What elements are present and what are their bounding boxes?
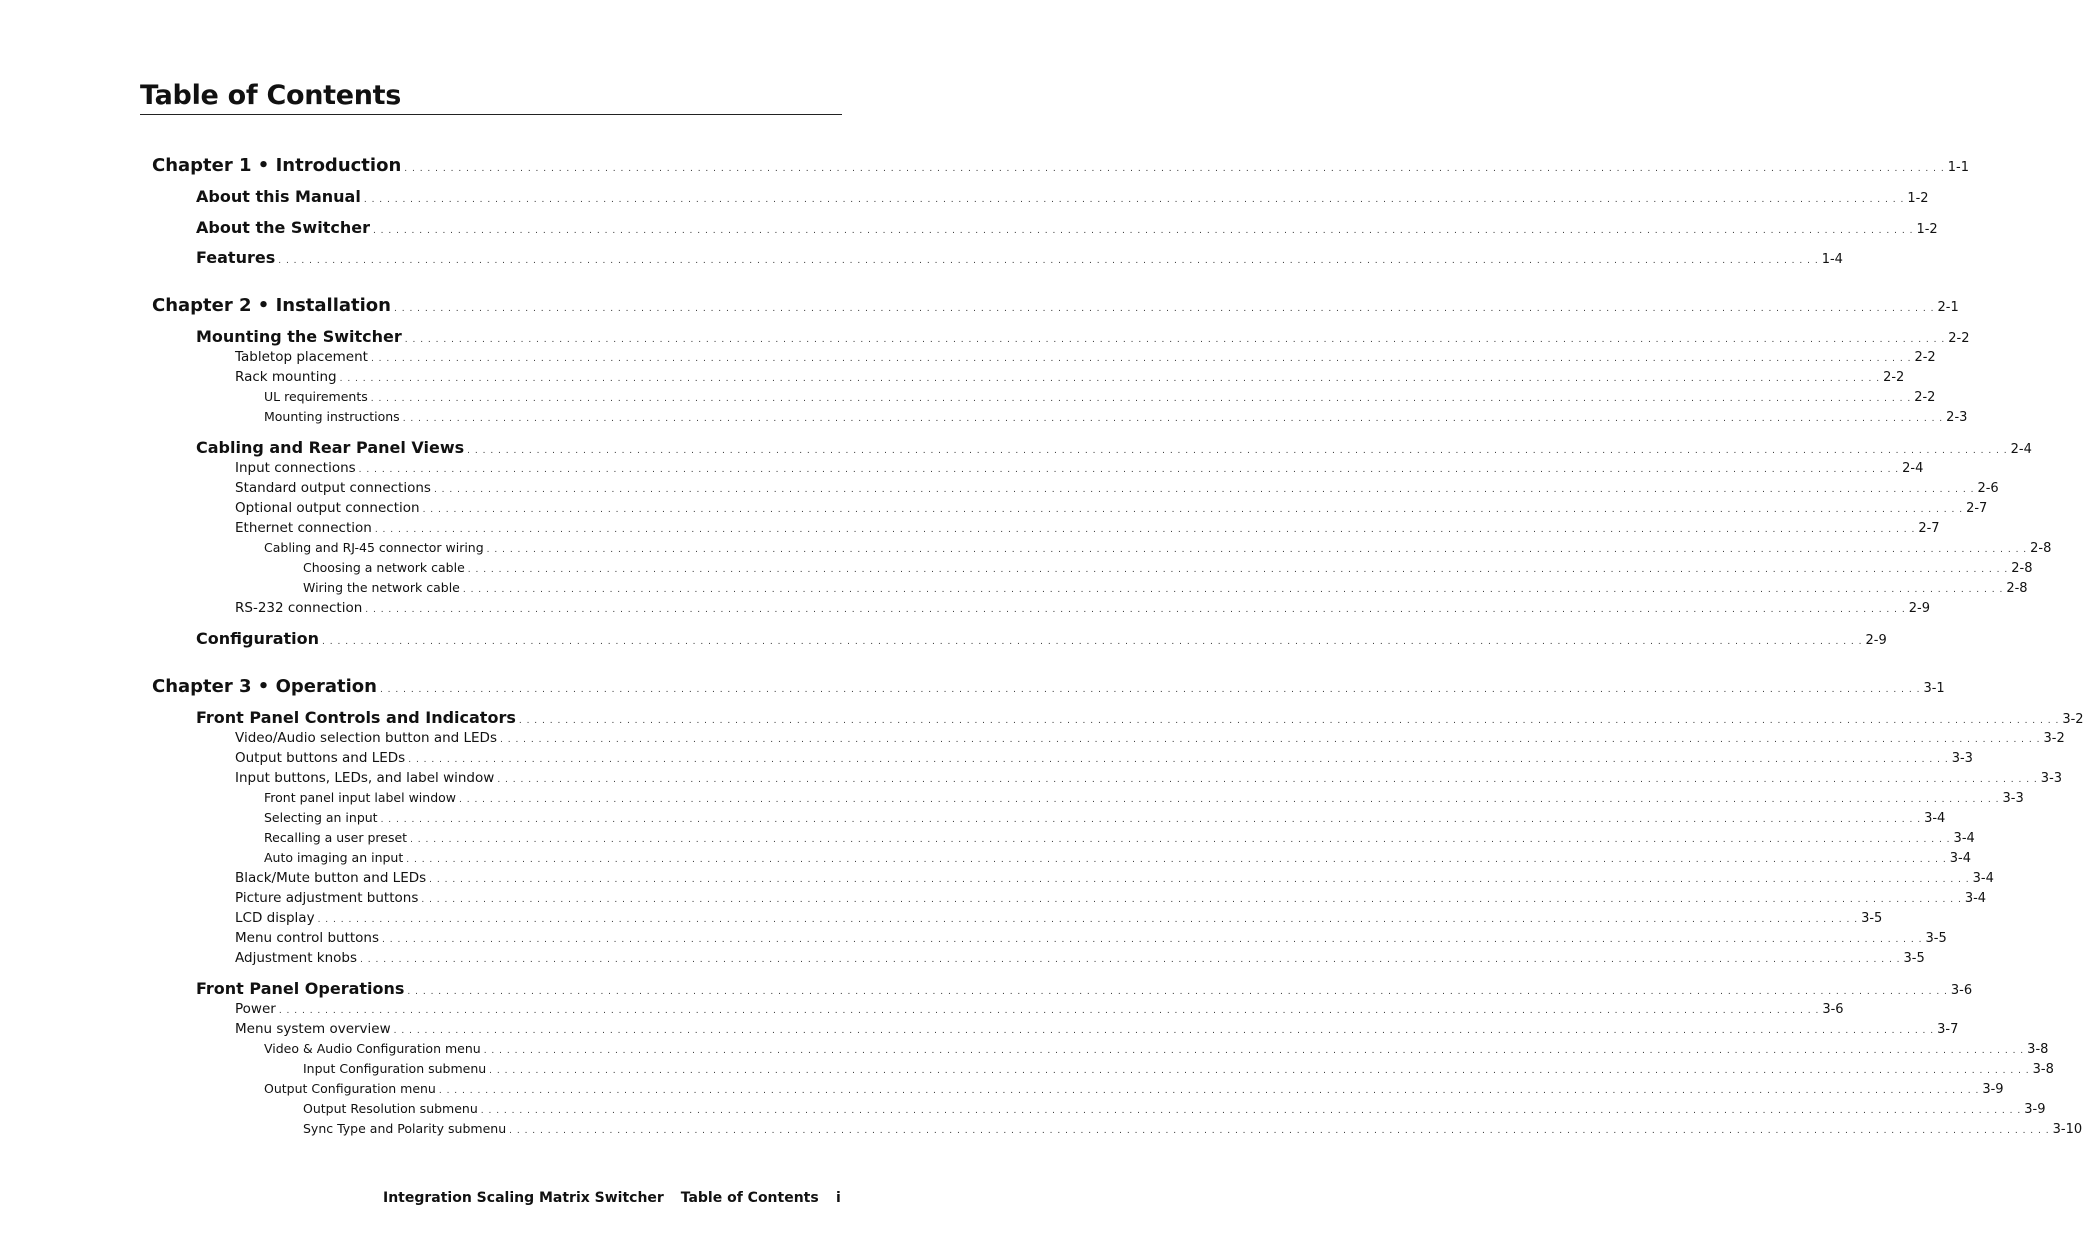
toc-entry-page: 2-3: [1946, 410, 1968, 425]
toc-entry-page: 3-5: [1861, 911, 1883, 926]
toc-entry-title: Output Configuration menu: [264, 1081, 436, 1096]
toc-leader-dots: . . . . . . . . . . . . . . . . . . . . . . . . . . . . . . . . . . . . . . . . . . . . . . . . . . . . . . . . . . . . . . . . . . . . . . . . . . . . . . . . . . . . . . . . . . . . . . . . . . . . . . . . . . . . . . . . . . . . . . . . . . . . . . . . . . . . . . . . . . . . . . . . . . . . . . . . . . . . . . . . . . . . . . . . . . . . . . . . . . . . . . . . . . . . . . . . . . . . . . . .: [489, 1066, 2030, 1076]
toc-entry-title: Cabling and Rear Panel Views: [196, 438, 465, 457]
toc-entry-title: Auto imaging an input: [264, 850, 404, 865]
toc-entry-title: Front Panel Controls and Indicators: [196, 708, 516, 727]
toc-entry-title: Front Panel Operations: [196, 979, 405, 998]
toc-entry[interactable]: [264, 1041, 2049, 1057]
toc-entry[interactable]: [196, 979, 1973, 998]
footer-page-number: i: [836, 1190, 841, 1206]
toc-leader-dots: . . . . . . . . . . . . . . . . . . . . . . . . . . . . . . . . . . . . . . . . . . . . . . . . . . . . . . . . . . . . . . . . . . . . . . . . . . . . . . . . . . . . . . . . . . . . . . . . . . . . . . . . . . . . . . . . . . . . . . . . . . . . . . . . . . . . . . . . . . . . . . . . . . . . . . . . . . . . . . . . . . . . . . . . . . . . . . . . . . . . . . . . . . . . . . . . . . . . . . . .: [278, 1006, 1820, 1016]
toc-entry-page: 3-5: [1925, 931, 1947, 946]
toc-entry[interactable]: [235, 930, 1947, 946]
toc-leader-dots: . . . . . . . . . . . . . . . . . . . . . . . . . . . . . . . . . . . . . . . . . . . . . . . . . . . . . . . . . . . . . . . . . . . . . . . . . . . . . . . . . . . . . . . . . . . . . . . . . . . . . . . . . . . . . . . . . . . . . . . . . . . . . . . . . . . . . . . . . . . . . . . . . . . . . . . . . . . . . . . . . . . . . . . . . . . . . . . . . . . . . . . . . . . . . . . . . . . . . . . .: [483, 1046, 2025, 1056]
toc-entry[interactable]: [235, 480, 1999, 496]
toc-entry[interactable]: [235, 1001, 1844, 1017]
footer-section: Table of Contents: [680, 1190, 819, 1206]
toc-leader-dots: . . . . . . . . . . . . . . . . . . . . . . . . . . . . . . . . . . . . . . . . . . . . . . . . . . . . . . . . . . . . . . . . . . . . . . . . . . . . . . . . . . . . . . . . . . . . . . . . . . . . . . . . . . . . . . . . . . . . . . . . . . . . . . . . . . . . . . . . . . . . . . . . . . . . . . . . . . . . . . . . . . . . . . . . . . . . . . . . . . . . . . . . . . . . . . . . . . . . . . . .: [374, 525, 1916, 535]
toc-entry-title: Menu control buttons: [235, 930, 380, 946]
toc-entry-title: Selecting an input: [264, 810, 378, 825]
toc-entry-title: Choosing a network cable: [303, 560, 465, 575]
toc-leader-dots: . . . . . . . . . . . . . . . . . . . . . . . . . . . . . . . . . . . . . . . . . . . . . . . . . . . . . . . . . . . . . . . . . . . . . . . . . . . . . . . . . . . . . . . . . . . . . . . . . . . . . . . . . . . . . . . . . . . . . . . . . . . . . . . . . . . . . . . . . . . . . . . . . . . . . . . . . . . . . . . . . . . . . . . . . . . . . . . . . . . . . . . . . . . . . . . . . . . . . . . .: [380, 815, 1922, 825]
toc-entry-title: Chapter 1 • Introduction: [152, 155, 402, 176]
toc-entry-page: 2-9: [1908, 601, 1930, 616]
toc-leader-dots: . . . . . . . . . . . . . . . . . . . . . . . . . . . . . . . . . . . . . . . . . . . . . . . . . . . . . . . . . . . . . . . . . . . . . . . . . . . . . . . . . . . . . . . . . . . . . . . . . . . . . . . . . . . . . . . . . . . . . . . . . . . . . . . . . . . . . . . . . . . . . . . . . . . . . . . . . . . . . . . . . . . . . . . . . . . . . . . . . . . . . . . . . . . . . . . . . . . . . . . .: [408, 755, 1949, 765]
toc-leader-dots: . . . . . . . . . . . . . . . . . . . . . . . . . . . . . . . . . . . . . . . . . . . . . . . . . . . . . . . . . . . . . . . . . . . . . . . . . . . . . . . . . . . . . . . . . . . . . . . . . . . . . . . . . . . . . . . . . . . . . . . . . . . . . . . . . . . . . . . . . . . . . . . . . . . . . . . . . . . . . . . . . . . . . . . . . . . . . . . . . . . . . . . . . . . . . . . . . . . . . . . .: [486, 545, 2028, 555]
toc-leader-dots: . . . . . . . . . . . . . . . . . . . . . . . . . . . . . . . . . . . . . . . . . . . . . . . . . . . . . . . . . . . . . . . . . . . . . . . . . . . . . . . . . . . . . . . . . . . . . . . . . . . . . . . . . . . . . . . . . . . . . . . . . . . . . . . . . . . . . . . . . . . . . . . . . . . . . . . . . . . . . . . . . . . . . . . . . . . . . . . . . . . . . . . . . . . . . . . . . . . . . . . .: [433, 485, 1975, 495]
toc-leader-dots: . . . . . . . . . . . . . . . . . . . . . . . . . . . . . . . . . . . . . . . . . . . . . . . . . . . . . . . . . . . . . . . . . . . . . . . . . . . . . . . . . . . . . . . . . . . . . . . . . . . . . . . . . . . . . . . . . . . . . . . . . . . . . . . . . . . . . . . . . . . . . . . . . . . . . . . . . . . . . . . . . . . . . . . . . . . . . . . . . . . . . . . . . . . . . . . . . . . . . . . .: [407, 987, 1948, 997]
toc-entry-title: Input buttons, LEDs, and label window: [235, 770, 495, 786]
toc-entry-page: 3-6: [1950, 983, 1973, 998]
toc-leader-dots: . . . . . . . . . . . . . . . . . . . . . . . . . . . . . . . . . . . . . . . . . . . . . . . . . . . . . . . . . . . . . . . . . . . . . . . . . . . . . . . . . . . . . . . . . . . . . . . . . . . . . . . . . . . . . . . . . . . . . . . . . . . . . . . . . . . . . . . . . . . . . . . . . . . . . . . . . . . . . . . . . . . . . . . . . . . . . . . . . . . . . . . . . . . . . . . . . . . . . . . .: [422, 505, 1964, 515]
toc-leader-dots: . . . . . . . . . . . . . . . . . . . . . . . . . . . . . . . . . . . . . . . . . . . . . . . . . . . . . . . . . . . . . . . . . . . . . . . . . . . . . . . . . . . . . . . . . . . . . . . . . . . . . . . . . . . . . . . . . . . . . . . . . . . . . . . . . . . . . . . . . . . . . . . . . . . . . . . . . . . . . . . . . . . . . . . . . . . . . . . . . . . . . . . . . . . . . . . . . . . . . . . .: [438, 1086, 1980, 1096]
toc-entry-page: 3-4: [1964, 891, 1987, 906]
toc-leader-dots: . . . . . . . . . . . . . . . . . . . . . . . . . . . . . . . . . . . . . . . . . . . . . . . . . . . . . . . . . . . . . . . . . . . . . . . . . . . . . . . . . . . . . . . . . . . . . . . . . . . . . . . . . . . . . . . . . . . . . . . . . . . . . . . . . . . . . . . . . . . . . . . . . . . . . . . . . . . . . . . . . . . . . . . . . . . . . . . . . . . . . . . . . . . . . . . . . . . . . . . .: [509, 1126, 2050, 1136]
toc-entry-title: Features: [196, 248, 276, 267]
toc-leader-dots: . . . . . . . . . . . . . . . . . . . . . . . . . . . . . . . . . . . . . . . . . . . . . . . . . . . . . . . . . . . . . . . . . . . . . . . . . . . . . . . . . . . . . . . . . . . . . . . . . . . . . . . . . . . . . . . . . . . . . . . . . . . . . . . . . . . . . . . . . . . . . . . . . . . . . . . . . . . . . . . . . . . . . . . . . . . . . . . . . . . . . . . . . . . . . . . . . . . . . . . .: [322, 637, 1863, 647]
toc-entry[interactable]: [235, 369, 1905, 385]
toc-entry[interactable]: [303, 580, 2028, 596]
toc-entry[interactable]: [235, 460, 1924, 476]
toc-entry[interactable]: [152, 295, 1959, 316]
toc-entry-title: Configuration: [196, 629, 320, 648]
toc-leader-dots: . . . . . . . . . . . . . . . . . . . . . . . . . . . . . . . . . . . . . . . . . . . . . . . . . . . . . . . . . . . . . . . . . . . . . . . . . . . . . . . . . . . . . . . . . . . . . . . . . . . . . . . . . . . . . . . . . . . . . . . . . . . . . . . . . . . . . . . . . . . . . . . . . . . . . . . . . . . . . . . . . . . . . . . . . . . . . . . . . . . . . . . . . . . . . . . . . . . . . . . .: [406, 855, 1947, 865]
toc-entry-title: Mounting instructions: [264, 409, 400, 424]
toc-leader-dots: . . . . . . . . . . . . . . . . . . . . . . . . . . . . . . . . . . . . . . . . . . . . . . . . . . . . . . . . . . . . . . . . . . . . . . . . . . . . . . . . . . . . . . . . . . . . . . . . . . . . . . . . . . . . . . . . . . . . . . . . . . . . . . . . . . . . . . . . . . . . . . . . . . . . . . . . . . . . . . . . . . . . . . . . . . . . . . . . . . . . . . . . . . . . . . . . . . . . . . . .: [421, 895, 1962, 905]
toc-entry[interactable]: [152, 676, 1945, 697]
toc-entry[interactable]: [303, 1061, 2054, 1077]
toc-entry-page: 2-4: [2010, 442, 2032, 457]
toc-entry[interactable]: [235, 870, 1994, 886]
toc-entry-title: About the Switcher: [196, 218, 370, 237]
toc-entry[interactable]: [264, 409, 1968, 425]
toc-leader-dots: . . . . . . . . . . . . . . . . . . . . . . . . . . . . . . . . . . . . . . . . . . . . . . . . . . . . . . . . . . . . . . . . . . . . . . . . . . . . . . . . . . . . . . . . . . . . . . . . . . . . . . . . . . . . . . . . . . . . . . . . . . . . . . . . . . . . . . . . . . . . . . . . . . . . . . . . . . . . . . . . . . . . . . . . . . . . . . . . . . . . . . . . . . . . . . . . . . . . . . . .: [394, 304, 1935, 314]
toc-entry-title: LCD display: [235, 910, 315, 926]
toc-leader-dots: . . . . . . . . . . . . . . . . . . . . . . . . . . . . . . . . . . . . . . . . . . . . . . . . . . . . . . . . . . . . . . . . . . . . . . . . . . . . . . . . . . . . . . . . . . . . . . . . . . . . . . . . . . . . . . . . . . . . . . . . . . . . . . . . . . . . . . . . . . . . . . . . . . . . . . . . . . . . . . . . . . . . . . . . . . . . . . . . . . . . . . . . . . . . . . . . . . . . . . . .: [410, 835, 1951, 845]
toc-entry-title: Menu system overview: [235, 1021, 391, 1037]
toc-entry-page: 1-1: [1947, 160, 1969, 175]
toc-entry-title: Black/Mute button and LEDs: [235, 870, 427, 886]
toc-leader-dots: . . . . . . . . . . . . . . . . . . . . . . . . . . . . . . . . . . . . . . . . . . . . . . . . . . . . . . . . . . . . . . . . . . . . . . . . . . . . . . . . . . . . . . . . . . . . . . . . . . . . . . . . . . . . . . . . . . . . . . . . . . . . . . . . . . . . . . . . . . . . . . . . . . . . . . . . . . . . . . . . . . . . . . . . . . . . . . . . . . . . . . . . . . . . . . . . . . . . . . . .: [467, 446, 2008, 456]
toc-entry[interactable]: [235, 770, 2063, 786]
toc-entry-title: Ethernet connection: [235, 520, 372, 536]
toc-leader-dots: . . . . . . . . . . . . . . . . . . . . . . . . . . . . . . . . . . . . . . . . . . . . . . . . . . . . . . . . . . . . . . . . . . . . . . . . . . . . . . . . . . . . . . . . . . . . . . . . . . . . . . . . . . . . . . . . . . . . . . . . . . . . . . . . . . . . . . . . . . . . . . . . . . . . . . . . . . . . . . . . . . . . . . . . . . . . . . . . . . . . . . . . . . . . . . . . . . . . . . . .: [429, 875, 1970, 885]
toc-leader-dots: . . . . . . . . . . . . . . . . . . . . . . . . . . . . . . . . . . . . . . . . . . . . . . . . . . . . . . . . . . . . . . . . . . . . . . . . . . . . . . . . . . . . . . . . . . . . . . . . . . . . . . . . . . . . . . . . . . . . . . . . . . . . . . . . . . . . . . . . . . . . . . . . . . . . . . . . . . . . . . . . . . . . . . . . . . . . . . . . . . . . . . . . . . . . . . . . . . . . . . . .: [365, 605, 1906, 615]
toc-entry-title: Mounting the Switcher: [196, 327, 402, 346]
toc-entry-title: Adjustment knobs: [235, 950, 358, 966]
toc-leader-dots: . . . . . . . . . . . . . . . . . . . . . . . . . . . . . . . . . . . . . . . . . . . . . . . . . . . . . . . . . . . . . . . . . . . . . . . . . . . . . . . . . . . . . . . . . . . . . . . . . . . . . . . . . . . . . . . . . . . . . . . . . . . . . . . . . . . . . . . . . . . . . . . . . . . . . . . . . . . . . . . . . . . . . . . . . . . . . . . . . . . . . . . . . . . . . . . . . . . . . . . .: [518, 716, 2060, 726]
toc-entry[interactable]: [196, 629, 1887, 648]
toc-entry-page: 2-4: [1902, 461, 1924, 476]
toc-entry[interactable]: [303, 560, 2033, 576]
toc-entry-page: 3-3: [2040, 771, 2063, 786]
toc-leader-dots: . . . . . . . . . . . . . . . . . . . . . . . . . . . . . . . . . . . . . . . . . . . . . . . . . . . . . . . . . . . . . . . . . . . . . . . . . . . . . . . . . . . . . . . . . . . . . . . . . . . . . . . . . . . . . . . . . . . . . . . . . . . . . . . . . . . . . . . . . . . . . . . . . . . . . . . . . . . . . . . . . . . . . . . . . . . . . . . . . . . . . . . . . . . . . . . . . . . . . . . .: [358, 465, 1900, 475]
toc-entry-page: 3-4: [1953, 831, 1975, 846]
toc-entry-page: 3-4: [1924, 811, 1946, 826]
toc-entry[interactable]: [235, 910, 1883, 926]
toc-entry-page: 2-2: [1914, 350, 1936, 365]
toc-leader-dots: . . . . . . . . . . . . . . . . . . . . . . . . . . . . . . . . . . . . . . . . . . . . . . . . . . . . . . . . . . . . . . . . . . . . . . . . . . . . . . . . . . . . . . . . . . . . . . . . . . . . . . . . . . . . . . . . . . . . . . . . . . . . . . . . . . . . . . . . . . . . . . . . . . . . . . . . . . . . . . . . . . . . . . . . . . . . . . . . . . . . . . . . . . . . . . . . . . . . . . . .: [363, 195, 1905, 205]
toc-entry-title: RS-232 connection: [235, 600, 363, 616]
toc-leader-dots: . . . . . . . . . . . . . . . . . . . . . . . . . . . . . . . . . . . . . . . . . . . . . . . . . . . . . . . . . . . . . . . . . . . . . . . . . . . . . . . . . . . . . . . . . . . . . . . . . . . . . . . . . . . . . . . . . . . . . . . . . . . . . . . . . . . . . . . . . . . . . . . . . . . . . . . . . . . . . . . . . . . . . . . . . . . . . . . . . . . . . . . . . . . . . . . . . . . . . . . .: [372, 226, 1914, 236]
toc-entry[interactable]: [235, 520, 1940, 536]
toc-entry-title: About this Manual: [196, 187, 361, 206]
toc-entry-page: 3-2: [2062, 712, 2084, 727]
toc-entry[interactable]: [303, 1121, 2083, 1137]
toc-leader-dots: . . . . . . . . . . . . . . . . . . . . . . . . . . . . . . . . . . . . . . . . . . . . . . . . . . . . . . . . . . . . . . . . . . . . . . . . . . . . . . . . . . . . . . . . . . . . . . . . . . . . . . . . . . . . . . . . . . . . . . . . . . . . . . . . . . . . . . . . . . . . . . . . . . . . . . . . . . . . . . . . . . . . . . . . . . . . . . . . . . . . . . . . . . . . . . . . . . . . . . . .: [462, 585, 2004, 595]
toc-entry[interactable]: [264, 850, 1971, 866]
toc-entry[interactable]: [235, 1021, 1959, 1037]
toc-entry-page: 2-2: [1948, 331, 1970, 346]
toc-entry-title: Recalling a user preset: [264, 830, 408, 845]
toc-leader-dots: . . . . . . . . . . . . . . . . . . . . . . . . . . . . . . . . . . . . . . . . . . . . . . . . . . . . . . . . . . . . . . . . . . . . . . . . . . . . . . . . . . . . . . . . . . . . . . . . . . . . . . . . . . . . . . . . . . . . . . . . . . . . . . . . . . . . . . . . . . . . . . . . . . . . . . . . . . . . . . . . . . . . . . . . . . . . . . . . . . . . . . . . . . . . . . . . . . . . . . . .: [480, 1106, 2022, 1116]
toc-entry-page: 3-9: [1982, 1082, 2004, 1097]
toc-entry[interactable]: [196, 327, 1970, 346]
toc-entry[interactable]: [196, 218, 1938, 237]
toc-entry-title: Output Resolution submenu: [303, 1101, 478, 1116]
toc-entry-title: Picture adjustment buttons: [235, 890, 419, 906]
toc-entry-title: Cabling and RJ-45 connector wiring: [264, 540, 484, 555]
toc-entry[interactable]: [235, 600, 1930, 616]
toc-entry-page: 2-2: [1914, 390, 1936, 405]
toc-entry-page: 3-4: [1972, 871, 1994, 886]
toc-entry[interactable]: [235, 349, 1936, 365]
toc-entry[interactable]: [235, 750, 1973, 766]
toc-entry-title: Rack mounting: [235, 369, 337, 385]
toc-entry-title: Video & Audio Configuration menu: [264, 1041, 481, 1056]
toc-entry-page: 3-10: [2052, 1122, 2083, 1137]
toc-entry-page: 3-2: [2043, 731, 2065, 746]
toc-entry-page: 3-8: [2027, 1042, 2049, 1057]
toc-entry-page: 2-7: [1918, 521, 1940, 536]
toc-entry-title: Optional output connection: [235, 500, 420, 516]
toc-entry-title: Video/Audio selection button and LEDs: [235, 730, 497, 746]
toc-entry[interactable]: [196, 708, 2084, 727]
toc-entry-page: 3-3: [1951, 751, 1973, 766]
toc-entry[interactable]: [264, 810, 1946, 826]
toc-leader-dots: . . . . . . . . . . . . . . . . . . . . . . . . . . . . . . . . . . . . . . . . . . . . . . . . . . . . . . . . . . . . . . . . . . . . . . . . . . . . . . . . . . . . . . . . . . . . . . . . . . . . . . . . . . . . . . . . . . . . . . . . . . . . . . . . . . . . . . . . . . . . . . . . . . . . . . . . . . . . . . . . . . . . . . . . . . . . . . . . . . . . . . . . . . . . . . . . . . . . . . . .: [360, 955, 1901, 965]
toc-entry-page: 2-6: [1977, 481, 1999, 496]
toc-leader-dots: . . . . . . . . . . . . . . . . . . . . . . . . . . . . . . . . . . . . . . . . . . . . . . . . . . . . . . . . . . . . . . . . . . . . . . . . . . . . . . . . . . . . . . . . . . . . . . . . . . . . . . . . . . . . . . . . . . . . . . . . . . . . . . . . . . . . . . . . . . . . . . . . . . . . . . . . . . . . . . . . . . . . . . . . . . . . . . . . . . . . . . . . . . . . . . . . . . . . . . . .: [379, 685, 1921, 695]
toc-entry-title: Front panel input label window: [264, 790, 456, 805]
toc-entry-title: Output buttons and LEDs: [235, 750, 406, 766]
toc-entry[interactable]: [235, 950, 1925, 966]
toc-entry-title: Tabletop placement: [235, 349, 368, 365]
toc-entry[interactable]: [235, 730, 2065, 746]
toc-entry-page: 3-3: [2002, 791, 2024, 806]
toc-entry-title: Input connections: [235, 460, 356, 476]
toc-leader-dots: . . . . . . . . . . . . . . . . . . . . . . . . . . . . . . . . . . . . . . . . . . . . . . . . . . . . . . . . . . . . . . . . . . . . . . . . . . . . . . . . . . . . . . . . . . . . . . . . . . . . . . . . . . . . . . . . . . . . . . . . . . . . . . . . . . . . . . . . . . . . . . . . . . . . . . . . . . . . . . . . . . . . . . . . . . . . . . . . . . . . . . . . . . . . . . . . . . . . . . . .: [278, 256, 1819, 266]
toc-leader-dots: . . . . . . . . . . . . . . . . . . . . . . . . . . . . . . . . . . . . . . . . . . . . . . . . . . . . . . . . . . . . . . . . . . . . . . . . . . . . . . . . . . . . . . . . . . . . . . . . . . . . . . . . . . . . . . . . . . . . . . . . . . . . . . . . . . . . . . . . . . . . . . . . . . . . . . . . . . . . . . . . . . . . . . . . . . . . . . . . . . . . . . . . . . . . . . . . . . . . . . . .: [382, 935, 1923, 945]
toc-entry-page: 3-6: [1822, 1002, 1844, 1017]
toc-entry-page: 1-4: [1821, 252, 1843, 267]
toc-leader-dots: . . . . . . . . . . . . . . . . . . . . . . . . . . . . . . . . . . . . . . . . . . . . . . . . . . . . . . . . . . . . . . . . . . . . . . . . . . . . . . . . . . . . . . . . . . . . . . . . . . . . . . . . . . . . . . . . . . . . . . . . . . . . . . . . . . . . . . . . . . . . . . . . . . . . . . . . . . . . . . . . . . . . . . . . . . . . . . . . . . . . . . . . . . . . . . . . . . . . . . . .: [404, 164, 1945, 174]
toc-entry[interactable]: [196, 187, 1929, 206]
toc-entry-page: 3-7: [1937, 1022, 1959, 1037]
footer: [383, 1190, 831, 1206]
toc-entry[interactable]: [196, 248, 1843, 267]
toc-entry-title: Input Configuration submenu: [303, 1061, 487, 1076]
toc-entry-page: 3-8: [2032, 1062, 2054, 1077]
toc-entry-title: Chapter 3 • Operation: [152, 676, 377, 697]
toc-entry[interactable]: [235, 500, 1988, 516]
toc-entry[interactable]: [152, 155, 1969, 176]
toc-entry-title: UL requirements: [264, 389, 368, 404]
toc-leader-dots: . . . . . . . . . . . . . . . . . . . . . . . . . . . . . . . . . . . . . . . . . . . . . . . . . . . . . . . . . . . . . . . . . . . . . . . . . . . . . . . . . . . . . . . . . . . . . . . . . . . . . . . . . . . . . . . . . . . . . . . . . . . . . . . . . . . . . . . . . . . . . . . . . . . . . . . . . . . . . . . . . . . . . . . . . . . . . . . . . . . . . . . . . . . . . . . . . . . . . . . .: [500, 735, 2041, 745]
toc-entry[interactable]: [264, 389, 1936, 405]
toc-leader-dots: . . . . . . . . . . . . . . . . . . . . . . . . . . . . . . . . . . . . . . . . . . . . . . . . . . . . . . . . . . . . . . . . . . . . . . . . . . . . . . . . . . . . . . . . . . . . . . . . . . . . . . . . . . . . . . . . . . . . . . . . . . . . . . . . . . . . . . . . . . . . . . . . . . . . . . . . . . . . . . . . . . . . . . . . . . . . . . . . . . . . . . . . . . . . . . . . . . . . . . . .: [393, 1026, 1935, 1036]
toc-entry-title: Power: [235, 1001, 276, 1017]
toc-entry-page: 2-2: [1883, 370, 1905, 385]
toc-entry[interactable]: [235, 890, 1987, 906]
toc-entry-title: Chapter 2 • Installation: [152, 295, 391, 316]
toc-entry-page: 2-1: [1937, 300, 1959, 315]
toc-entry-page: 1-2: [1907, 191, 1929, 206]
footer-product: Integration Scaling Matrix Switcher: [383, 1190, 664, 1206]
toc-entry-title: Standard output connections: [235, 480, 431, 496]
toc-leader-dots: . . . . . . . . . . . . . . . . . . . . . . . . . . . . . . . . . . . . . . . . . . . . . . . . . . . . . . . . . . . . . . . . . . . . . . . . . . . . . . . . . . . . . . . . . . . . . . . . . . . . . . . . . . . . . . . . . . . . . . . . . . . . . . . . . . . . . . . . . . . . . . . . . . . . . . . . . . . . . . . . . . . . . . . . . . . . . . . . . . . . . . . . . . . . . . . . . . . . . . . .: [370, 354, 1912, 364]
toc-entry-page: 2-9: [1865, 633, 1887, 648]
toc-entry[interactable]: [264, 540, 2052, 556]
toc-leader-dots: . . . . . . . . . . . . . . . . . . . . . . . . . . . . . . . . . . . . . . . . . . . . . . . . . . . . . . . . . . . . . . . . . . . . . . . . . . . . . . . . . . . . . . . . . . . . . . . . . . . . . . . . . . . . . . . . . . . . . . . . . . . . . . . . . . . . . . . . . . . . . . . . . . . . . . . . . . . . . . . . . . . . . . . . . . . . . . . . . . . . . . . . . . . . . . . . . . . . . . . .: [339, 374, 1881, 384]
toc-entry-page: 1-2: [1916, 222, 1938, 237]
toc-entry[interactable]: [264, 830, 1975, 846]
toc-entry-page: 3-5: [1903, 951, 1925, 966]
toc-leader-dots: . . . . . . . . . . . . . . . . . . . . . . . . . . . . . . . . . . . . . . . . . . . . . . . . . . . . . . . . . . . . . . . . . . . . . . . . . . . . . . . . . . . . . . . . . . . . . . . . . . . . . . . . . . . . . . . . . . . . . . . . . . . . . . . . . . . . . . . . . . . . . . . . . . . . . . . . . . . . . . . . . . . . . . . . . . . . . . . . . . . . . . . . . . . . . . . . . . . . . . . .: [317, 915, 1859, 925]
toc-entry[interactable]: [196, 438, 2032, 457]
toc-entry[interactable]: [303, 1101, 2046, 1117]
toc-leader-dots: . . . . . . . . . . . . . . . . . . . . . . . . . . . . . . . . . . . . . . . . . . . . . . . . . . . . . . . . . . . . . . . . . . . . . . . . . . . . . . . . . . . . . . . . . . . . . . . . . . . . . . . . . . . . . . . . . . . . . . . . . . . . . . . . . . . . . . . . . . . . . . . . . . . . . . . . . . . . . . . . . . . . . . . . . . . . . . . . . . . . . . . . . . . . . . . . . . . . . . . .: [402, 414, 1944, 424]
toc-leader-dots: . . . . . . . . . . . . . . . . . . . . . . . . . . . . . . . . . . . . . . . . . . . . . . . . . . . . . . . . . . . . . . . . . . . . . . . . . . . . . . . . . . . . . . . . . . . . . . . . . . . . . . . . . . . . . . . . . . . . . . . . . . . . . . . . . . . . . . . . . . . . . . . . . . . . . . . . . . . . . . . . . . . . . . . . . . . . . . . . . . . . . . . . . . . . . . . . . . . . . . . .: [497, 775, 2038, 785]
toc-entry-title: Sync Type and Polarity submenu: [303, 1121, 507, 1136]
toc-entry[interactable]: [264, 1081, 2004, 1097]
toc-entry-page: 2-8: [2030, 541, 2052, 556]
toc-leader-dots: . . . . . . . . . . . . . . . . . . . . . . . . . . . . . . . . . . . . . . . . . . . . . . . . . . . . . . . . . . . . . . . . . . . . . . . . . . . . . . . . . . . . . . . . . . . . . . . . . . . . . . . . . . . . . . . . . . . . . . . . . . . . . . . . . . . . . . . . . . . . . . . . . . . . . . . . . . . . . . . . . . . . . . . . . . . . . . . . . . . . . . . . . . . . . . . . . . . . . . . .: [459, 795, 2000, 805]
toc-leader-dots: . . . . . . . . . . . . . . . . . . . . . . . . . . . . . . . . . . . . . . . . . . . . . . . . . . . . . . . . . . . . . . . . . . . . . . . . . . . . . . . . . . . . . . . . . . . . . . . . . . . . . . . . . . . . . . . . . . . . . . . . . . . . . . . . . . . . . . . . . . . . . . . . . . . . . . . . . . . . . . . . . . . . . . . . . . . . . . . . . . . . . . . . . . . . . . . . . . . . . . . .: [370, 394, 1912, 404]
toc-entry-page: 2-8: [2011, 561, 2033, 576]
toc-entry[interactable]: [264, 790, 2024, 806]
toc-entry-page: 3-9: [2024, 1102, 2046, 1117]
toc-entry-page: 3-4: [1949, 851, 1971, 866]
toc-entry-title: Wiring the network cable: [303, 580, 460, 595]
toc-leader-dots: . . . . . . . . . . . . . . . . . . . . . . . . . . . . . . . . . . . . . . . . . . . . . . . . . . . . . . . . . . . . . . . . . . . . . . . . . . . . . . . . . . . . . . . . . . . . . . . . . . . . . . . . . . . . . . . . . . . . . . . . . . . . . . . . . . . . . . . . . . . . . . . . . . . . . . . . . . . . . . . . . . . . . . . . . . . . . . . . . . . . . . . . . . . . . . . . . . . . . . . .: [404, 335, 1946, 345]
toc-leader-dots: . . . . . . . . . . . . . . . . . . . . . . . . . . . . . . . . . . . . . . . . . . . . . . . . . . . . . . . . . . . . . . . . . . . . . . . . . . . . . . . . . . . . . . . . . . . . . . . . . . . . . . . . . . . . . . . . . . . . . . . . . . . . . . . . . . . . . . . . . . . . . . . . . . . . . . . . . . . . . . . . . . . . . . . . . . . . . . . . . . . . . . . . . . . . . . . . . . . . . . . .: [467, 565, 2009, 575]
toc-entry-page: 3-1: [1923, 681, 1945, 696]
page-title: Table of Contents: [140, 78, 842, 115]
toc-entry-page: 2-8: [2006, 581, 2028, 596]
toc-entry-page: 2-7: [1966, 501, 1988, 516]
